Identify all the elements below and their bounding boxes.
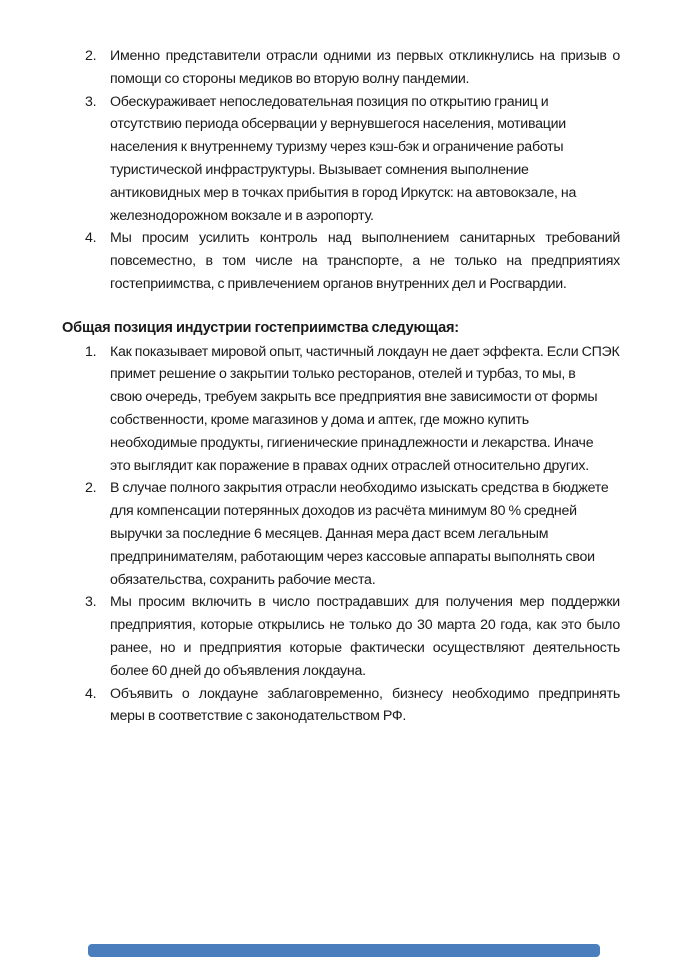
list-item [62, 91, 620, 228]
text-line: Мы просим включить в число пострадавших для получения мер поддержки [110, 594, 620, 611]
text-line: Как показывает мировой опыт, частичный локдаун не дает эффекта. Если СПЭК [110, 343, 620, 360]
text-line: примет решение о закрытии только ресторанов, отелей и турбаз, то мы, в [110, 366, 576, 383]
text-line: собственности, кроме магазинов у дома и аптек, где можно купить [110, 411, 529, 428]
text-line: это выглядит как поражение в правах одних отраслей относительно других. [110, 457, 589, 474]
text-line: Именно представители отрасли одними из первых откликнулись на призыв о [110, 48, 620, 64]
list-item [62, 477, 620, 591]
list-item-number: 2. [85, 480, 97, 497]
text-line: свою очередь, требуем закрыть все предприятия вне зависимости от формы [110, 389, 598, 406]
text-line: туристической инфраструктуры. Вызывает сомнения выполнение [110, 161, 529, 178]
list-item [62, 45, 620, 91]
list-item-number: 3. [85, 594, 97, 611]
section-heading: Общая позиция индустрии гостеприимства следующая: [62, 319, 459, 336]
list-item [62, 683, 620, 729]
text-line: помощи со стороны медиков во вторую волну пандемии. [110, 70, 470, 87]
list-item [62, 341, 620, 478]
numbered-list-top [62, 45, 620, 296]
text-line: повсеместно, в том числе на транспорте, а не только на предприятиях [110, 253, 620, 270]
text-line: Объявить о локдауне заблаговременно, бизнесу необходимо предпринять [110, 685, 620, 702]
list-item-number: 1. [85, 343, 97, 360]
text-line: населения к внутреннему туризму через кэш-бэк и ограничение работы [110, 139, 564, 156]
text-line: предпринимателям, работающим через кассовые аппараты выполнять свои [110, 548, 595, 565]
list-item [62, 227, 620, 295]
text-line: антиковидных мер в точках прибытия в город Иркутск: на автовокзале, на [110, 184, 577, 201]
numbered-list-position [62, 341, 620, 729]
progress-bar [88, 944, 600, 957]
text-line: меры в соответствие с законодательством РФ. [110, 708, 407, 725]
list-item-number: 4. [85, 685, 97, 702]
text-line: для компенсации потерянных доходов из расчёта минимум 80 % средней [110, 503, 577, 520]
document-content [62, 45, 620, 728]
list-item-number: 2. [85, 48, 97, 64]
text-line: В случае полного закрытия отрасли необходимо изыскать средства в бюджете [110, 480, 609, 497]
text-line: ранее, но и предприятия которые фактически осуществляют деятельность [110, 639, 620, 656]
text-line: Обескураживает непоследовательная позиция по открытию границ и [110, 93, 549, 110]
text-line: необходимые продукты, гигиенические принадлежности и лекарства. Иначе [110, 434, 594, 451]
text-line: гостеприимства, с привлечением органов внутренних дел и Росгвардии. [110, 275, 567, 292]
text-line: отсутствию периода обсервации у вернувшегося населения, мотивации [110, 116, 566, 133]
list-item-number: 3. [85, 93, 97, 110]
text-line: более 60 дней до объявления локдауна. [110, 662, 366, 679]
list-item [62, 591, 620, 682]
text-line: Мы просим усилить контроль над выполнением санитарных требований [110, 230, 620, 247]
text-line: обязательства, сохранить рабочие места. [110, 571, 376, 588]
list-item-number: 4. [85, 230, 97, 247]
text-line: выручки за последние 6 месяцев. Данная мера даст всем легальным [110, 525, 549, 542]
text-line: предприятия, которые открылись не только до 30 марта 20 года, как это было [110, 617, 620, 634]
text-line: железнодорожном вокзале и в аэропорту. [110, 207, 374, 224]
